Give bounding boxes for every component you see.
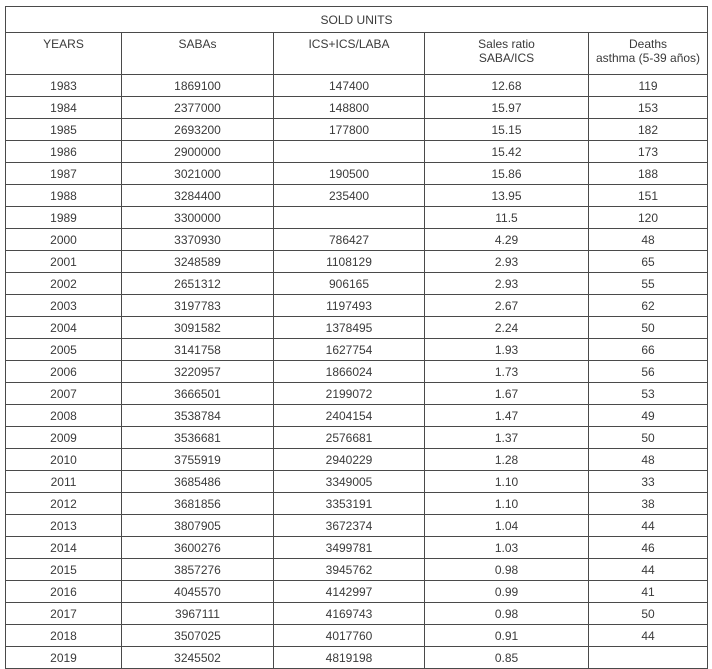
cell-deaths: 173: [589, 141, 708, 163]
cell-sales-ratio: 0.91: [425, 625, 589, 647]
table-row: [6, 383, 708, 405]
cell-sabas: 3755919: [122, 449, 274, 471]
cell-sabas: 3248589: [122, 251, 274, 273]
cell-sales-ratio: 1.03: [425, 537, 589, 559]
table-row: [6, 405, 708, 427]
cell-ics: 786427: [274, 229, 425, 251]
cell-deaths: 50: [589, 603, 708, 625]
header-sabas: SABAs: [122, 33, 274, 75]
cell-sabas: 3967111: [122, 603, 274, 625]
cell-year: 2008: [6, 405, 122, 427]
cell-year: 2002: [6, 273, 122, 295]
table-row: [6, 229, 708, 251]
table-row: [6, 471, 708, 493]
cell-sabas: 3538784: [122, 405, 274, 427]
table-row: [6, 207, 708, 229]
table-row: [6, 493, 708, 515]
cell-sales-ratio: 2.24: [425, 317, 589, 339]
header-ics: ICS+ICS/LABA: [274, 33, 425, 75]
cell-deaths: 66: [589, 339, 708, 361]
cell-deaths: 48: [589, 229, 708, 251]
cell-deaths: 153: [589, 97, 708, 119]
cell-ics: 3499781: [274, 537, 425, 559]
cell-sales-ratio: 13.95: [425, 185, 589, 207]
table-row: [6, 295, 708, 317]
table-row: [6, 515, 708, 537]
cell-sales-ratio: 15.86: [425, 163, 589, 185]
cell-sabas: 3507025: [122, 625, 274, 647]
cell-sales-ratio: 1.10: [425, 471, 589, 493]
cell-deaths: 119: [589, 75, 708, 97]
cell-sabas: 2693200: [122, 119, 274, 141]
cell-deaths: 188: [589, 163, 708, 185]
cell-ics: 190500: [274, 163, 425, 185]
cell-deaths: 62: [589, 295, 708, 317]
cell-deaths: [589, 647, 708, 669]
cell-ics: 3353191: [274, 493, 425, 515]
cell-sales-ratio: 12.68: [425, 75, 589, 97]
cell-sales-ratio: 15.15: [425, 119, 589, 141]
cell-sabas: 3284400: [122, 185, 274, 207]
cell-year: 2012: [6, 493, 122, 515]
table-row: [6, 603, 708, 625]
cell-ics: 2404154: [274, 405, 425, 427]
cell-sales-ratio: 2.93: [425, 273, 589, 295]
cell-year: 2000: [6, 229, 122, 251]
cell-sabas: 2651312: [122, 273, 274, 295]
cell-sabas: 1869100: [122, 75, 274, 97]
cell-sabas: 3666501: [122, 383, 274, 405]
cell-ics: 177800: [274, 119, 425, 141]
cell-sabas: 3536681: [122, 427, 274, 449]
cell-sales-ratio: 15.97: [425, 97, 589, 119]
cell-year: 2010: [6, 449, 122, 471]
cell-sabas: 2900000: [122, 141, 274, 163]
cell-sales-ratio: 0.85: [425, 647, 589, 669]
header-deaths-line2: asthma (5-39 años): [595, 51, 701, 65]
cell-sabas: 4045570: [122, 581, 274, 603]
cell-sales-ratio: 15.42: [425, 141, 589, 163]
cell-deaths: 55: [589, 273, 708, 295]
cell-sales-ratio: 0.98: [425, 603, 589, 625]
cell-year: 1987: [6, 163, 122, 185]
table-title-row: [6, 7, 708, 33]
table-row: [6, 559, 708, 581]
table-row: [6, 141, 708, 163]
cell-year: 2001: [6, 251, 122, 273]
cell-sales-ratio: 1.93: [425, 339, 589, 361]
cell-deaths: 182: [589, 119, 708, 141]
header-years: YEARS: [6, 33, 122, 75]
cell-ics: 2199072: [274, 383, 425, 405]
table-row: [6, 361, 708, 383]
header-sales-ratio: [425, 33, 589, 75]
table-row: [6, 317, 708, 339]
cell-year: 1985: [6, 119, 122, 141]
table-row: [6, 75, 708, 97]
cell-deaths: 46: [589, 537, 708, 559]
cell-sabas: 3021000: [122, 163, 274, 185]
table-row: [6, 625, 708, 647]
cell-year: 1986: [6, 141, 122, 163]
cell-sales-ratio: 1.47: [425, 405, 589, 427]
cell-deaths: 44: [589, 625, 708, 647]
cell-ics: 3349005: [274, 471, 425, 493]
cell-sales-ratio: 1.67: [425, 383, 589, 405]
table-row: [6, 427, 708, 449]
header-sales-ratio-line1: Sales ratio: [478, 37, 535, 51]
cell-ics: 235400: [274, 185, 425, 207]
table-row: [6, 647, 708, 669]
header-deaths-line1: Deaths: [629, 37, 668, 51]
cell-sabas: 3681856: [122, 493, 274, 515]
cell-sales-ratio: 11.5: [425, 207, 589, 229]
cell-sales-ratio: 2.93: [425, 251, 589, 273]
cell-deaths: 38: [589, 493, 708, 515]
cell-sabas: 3141758: [122, 339, 274, 361]
cell-ics: 147400: [274, 75, 425, 97]
cell-year: 1988: [6, 185, 122, 207]
table-title: SOLD UNITS: [6, 7, 708, 33]
table-row: [6, 449, 708, 471]
cell-deaths: 56: [589, 361, 708, 383]
cell-sales-ratio: 1.10: [425, 493, 589, 515]
table-row: [6, 163, 708, 185]
cell-sabas: 3220957: [122, 361, 274, 383]
cell-ics: 1866024: [274, 361, 425, 383]
cell-sabas: 3300000: [122, 207, 274, 229]
cell-sabas: 3600276: [122, 537, 274, 559]
cell-sales-ratio: 1.73: [425, 361, 589, 383]
cell-sabas: 3807905: [122, 515, 274, 537]
cell-sabas: 3685486: [122, 471, 274, 493]
cell-sales-ratio: 1.37: [425, 427, 589, 449]
cell-year: 2006: [6, 361, 122, 383]
cell-year: 1989: [6, 207, 122, 229]
cell-ics: 906165: [274, 273, 425, 295]
cell-year: 2011: [6, 471, 122, 493]
cell-sabas: 3370930: [122, 229, 274, 251]
cell-deaths: 44: [589, 515, 708, 537]
header-row: [6, 33, 708, 75]
cell-deaths: 50: [589, 317, 708, 339]
cell-sales-ratio: 0.98: [425, 559, 589, 581]
cell-year: 1983: [6, 75, 122, 97]
cell-ics: 4017760: [274, 625, 425, 647]
table-row: [6, 119, 708, 141]
cell-ics: 4819198: [274, 647, 425, 669]
table-row: [6, 339, 708, 361]
cell-year: 2007: [6, 383, 122, 405]
table-row: [6, 273, 708, 295]
cell-deaths: 120: [589, 207, 708, 229]
cell-deaths: 151: [589, 185, 708, 207]
cell-deaths: 41: [589, 581, 708, 603]
cell-ics: 2576681: [274, 427, 425, 449]
cell-ics: 4169743: [274, 603, 425, 625]
cell-year: 2016: [6, 581, 122, 603]
cell-year: 1984: [6, 97, 122, 119]
cell-ics: 1108129: [274, 251, 425, 273]
cell-year: 2003: [6, 295, 122, 317]
cell-ics: 4142997: [274, 581, 425, 603]
cell-sabas: 3091582: [122, 317, 274, 339]
cell-sabas: 2377000: [122, 97, 274, 119]
cell-ics: [274, 207, 425, 229]
cell-deaths: 65: [589, 251, 708, 273]
cell-sales-ratio: 1.28: [425, 449, 589, 471]
cell-deaths: 49: [589, 405, 708, 427]
cell-deaths: 48: [589, 449, 708, 471]
cell-sabas: 3197783: [122, 295, 274, 317]
table-row: [6, 581, 708, 603]
header-deaths: [589, 33, 708, 75]
header-sales-ratio-line2: SABA/ICS: [478, 51, 535, 65]
cell-ics: 1197493: [274, 295, 425, 317]
cell-deaths: 53: [589, 383, 708, 405]
cell-deaths: 44: [589, 559, 708, 581]
cell-sabas: 3857276: [122, 559, 274, 581]
cell-year: 2009: [6, 427, 122, 449]
cell-sales-ratio: 0.99: [425, 581, 589, 603]
cell-year: 2014: [6, 537, 122, 559]
sold-units-table: [5, 6, 708, 669]
cell-year: 2004: [6, 317, 122, 339]
cell-deaths: 50: [589, 427, 708, 449]
cell-deaths: 33: [589, 471, 708, 493]
cell-year: 2019: [6, 647, 122, 669]
table-row: [6, 251, 708, 273]
cell-year: 2015: [6, 559, 122, 581]
table-row: [6, 97, 708, 119]
cell-ics: 3945762: [274, 559, 425, 581]
cell-year: 2013: [6, 515, 122, 537]
cell-sabas: 3245502: [122, 647, 274, 669]
cell-year: 2005: [6, 339, 122, 361]
cell-ics: 1378495: [274, 317, 425, 339]
cell-ics: [274, 141, 425, 163]
cell-year: 2017: [6, 603, 122, 625]
cell-ics: 3672374: [274, 515, 425, 537]
cell-year: 2018: [6, 625, 122, 647]
table-row: [6, 537, 708, 559]
cell-ics: 148800: [274, 97, 425, 119]
cell-sales-ratio: 2.67: [425, 295, 589, 317]
table-row: [6, 185, 708, 207]
table-body: [6, 75, 708, 669]
cell-sales-ratio: 4.29: [425, 229, 589, 251]
cell-ics: 2940229: [274, 449, 425, 471]
cell-ics: 1627754: [274, 339, 425, 361]
cell-sales-ratio: 1.04: [425, 515, 589, 537]
